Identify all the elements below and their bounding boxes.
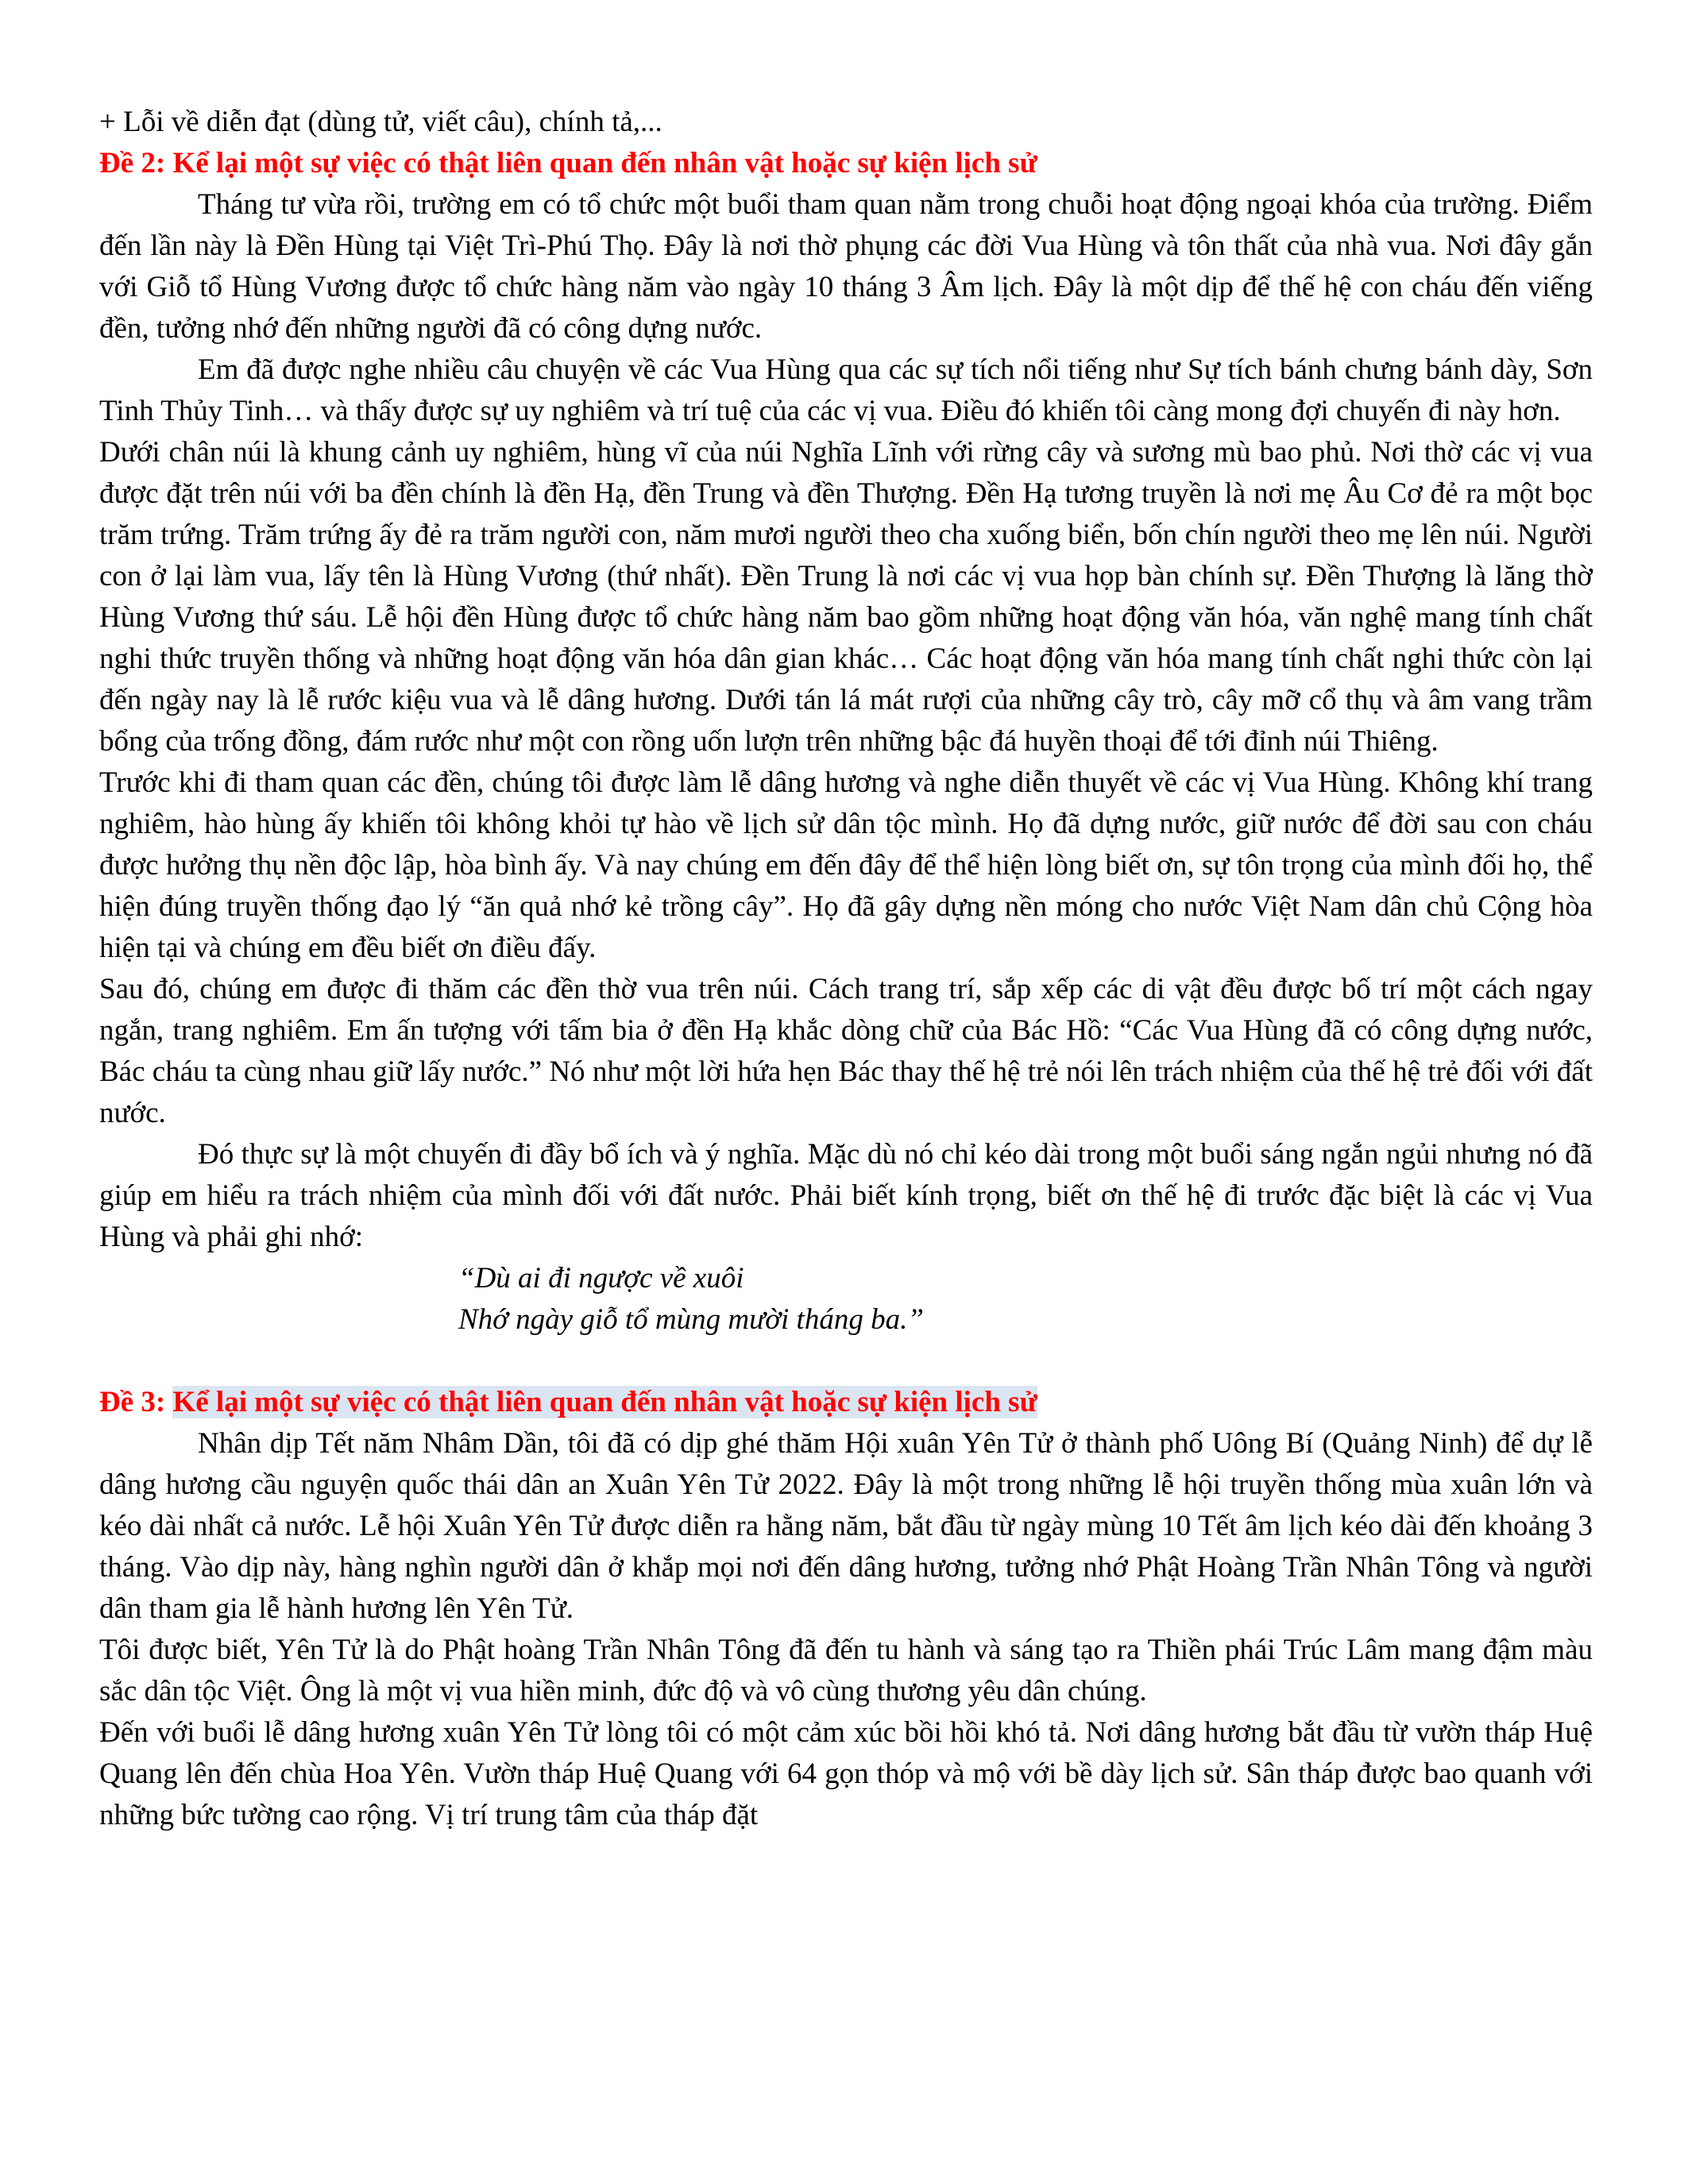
section-2-heading: Đề 2: Kể lại một sự việc có thật liên quan đến nhân vật hoặc sự kiện lịch sử (99, 147, 1037, 179)
paragraph: Tôi được biết, Yên Tử là do Phật hoàng Trần Nhân Tông đã đến tu hành và sáng tạo ra Thiền phái Trúc Lâm mang đậm màu sắc dân tộc Việt. Ông là một vị vua hiền minh, đức độ và vô cùng thương yêu dân chúng. (99, 1634, 1593, 1707)
blank-line (99, 1341, 1593, 1382)
paragraph: Đó thực sự là một chuyến đi đầy bổ ích và ý nghĩa. Mặc dù nó chỉ kéo dài trong một buổi sáng ngắn ngủi nhưng nó đã giúp em hiểu ra trách nhiệm của mình đối với đất nước. Phải biết kính trọng, biết ơn thế hệ đi trước đặc biệt là các vị Vua Hùng và phải ghi nhớ: (99, 1138, 1593, 1253)
paragraph: Dưới chân núi là khung cảnh uy nghiêm, hùng vĩ của núi Nghĩa Lĩnh với rừng cây và sương mù bao phủ. Nơi thờ các vị vua được đặt trên núi với ba đền chính là đền Hạ, đền Trung và đền Thượng. Đền Hạ tương truyền là nơi mẹ Âu Cơ đẻ ra một bọc trăm trứng. Trăm trứng ấy đẻ ra trăm người con, năm mươi người theo cha xuống biển, bốn chín người theo mẹ lên núi. Người con ở lại làm vua, lấy tên là Hùng Vương (thứ nhất). Đền Trung là nơi các vị vua họp bàn chính sự. Đền Thượng là lăng thờ Hùng Vương thứ sáu. Lễ hội đền Hùng được tổ chức hàng năm bao gồm những hoạt động văn hóa, văn nghệ mang tính chất nghi thức truyền thống và những hoạt động văn hóa dân gian khác… Các hoạt động văn hóa mang tính chất nghi thức còn lại đến ngày nay là lễ rước kiệu vua và lễ dâng hương. Dưới tán lá mát rượi của những cây trò, cây mỡ cổ thụ và âm vang trầm bổng của trống đồng, đám rước như một con rồng uốn lượn trên những bậc đá huyền thoại để tới đỉnh núi Thiêng. (99, 436, 1593, 758)
section-3-heading (99, 1382, 1593, 1423)
poem-line: Nhớ ngày giỗ tổ mùng mười tháng ba.” (458, 1303, 924, 1336)
paragraph: Em đã được nghe nhiều câu chuyện về các Vua Hùng qua các sự tích nổi tiếng như Sự tích bánh chưng bánh dày, Sơn Tinh Thủy Tinh… và thấy được sự uy nghiêm và trí tuệ của các vị vua. Điều đó khiến tôi càng mong đợi chuyến đi này hơn. (99, 353, 1593, 427)
paragraph: Trước khi đi tham quan các đền, chúng tôi được làm lễ dâng hương và nghe diễn thuyết về các vị Vua Hùng. Không khí trang nghiêm, hào hùng ấy khiến tôi không khỏi tự hào về lịch sử dân tộc mình. Họ đã dựng nước, giữ nước để đời sau con cháu được hưởng thụ nền độc lập, hòa bình ấy. Và nay chúng em đến đây để thể hiện lòng biết ơn, sự tôn trọng của mình đối họ, thể hiện đúng truyền thống đạo lý “ăn quả nhớ kẻ trồng cây”. Họ đã gây dựng nền móng cho nước Việt Nam dân chủ Cộng hòa hiện tại và chúng em đều biết ơn điều đấy. (99, 766, 1593, 964)
section-3-heading-title: Kể lại một sự việc có thật liên quan đến nhân vật hoặc sự kiện lịch sử (172, 1386, 1037, 1418)
intro-line: + Lỗi về diễn đạt (dùng tử, viết câu), chính tả,... (99, 106, 662, 138)
paragraph: Đến với buổi lễ dâng hương xuân Yên Tử lòng tôi có một cảm xúc bồi hồi khó tả. Nơi dâng hương bắt đầu từ vườn tháp Huệ Quang lên đến chùa Hoa Yên. Vườn tháp Huệ Quang với 64 gọn thóp và mộ với bề dày lịch sử. Sân tháp được bao quanh với những bức tường cao rộng. Vị trí trung tâm của tháp đặt (99, 1716, 1593, 1831)
poem-line: “Dù ai đi ngược về xuôi (458, 1262, 744, 1295)
paragraph: Tháng tư vừa rồi, trường em có tổ chức một buổi tham quan nằm trong chuỗi hoạt động ngoại khóa của trường. Điểm đến lần này là Đền Hùng tại Việt Trì-Phú Thọ. Đây là nơi thờ phụng các đời Vua Hùng và tôn thất của nhà vua. Nơi đây gắn với Giỗ tổ Hùng Vương được tổ chức hàng năm vào ngày 10 tháng 3 Âm lịch. Đây là một dịp để thế hệ con cháu đến viếng đền, tưởng nhớ đến những người đã có công dựng nước. (99, 188, 1593, 345)
paragraph: Nhân dịp Tết năm Nhâm Dần, tôi đã có dịp ghé thăm Hội xuân Yên Tử ở thành phố Uông Bí (Quảng Ninh) để dự lễ dâng hương cầu nguyện quốc thái dân an Xuân Yên Tử 2022. Đây là một trong những lễ hội truyền thống mùa xuân lớn và kéo dài nhất cả nước. Lễ hội Xuân Yên Tử được diễn ra hằng năm, bắt đầu từ ngày mùng 10 Tết âm lịch kéo dài đến khoảng 3 tháng. Vào dịp này, hàng nghìn người dân ở khắp mọi nơi đến dâng hương, tưởng nhớ Phật Hoàng Trần Nhân Tông và người dân tham gia lễ hành hương lên Yên Tử. (99, 1427, 1593, 1625)
paragraph: Sau đó, chúng em được đi thăm các đền thờ vua trên núi. Cách trang trí, sắp xếp các di vật đều được bố trí một cách ngay ngắn, trang nghiêm. Em ấn tượng với tấm bia ở đền Hạ khắc dòng chữ của Bác Hồ: “Các Vua Hùng đã có công dựng nước, Bác cháu ta cùng nhau giữ lấy nước.” Nó như một lời hứa hẹn Bác thay thế hệ trẻ nói lên trách nhiệm của thế hệ trẻ đối với đất nước. (99, 973, 1593, 1129)
section-3-heading-prefix: Đề 3: (99, 1386, 166, 1418)
